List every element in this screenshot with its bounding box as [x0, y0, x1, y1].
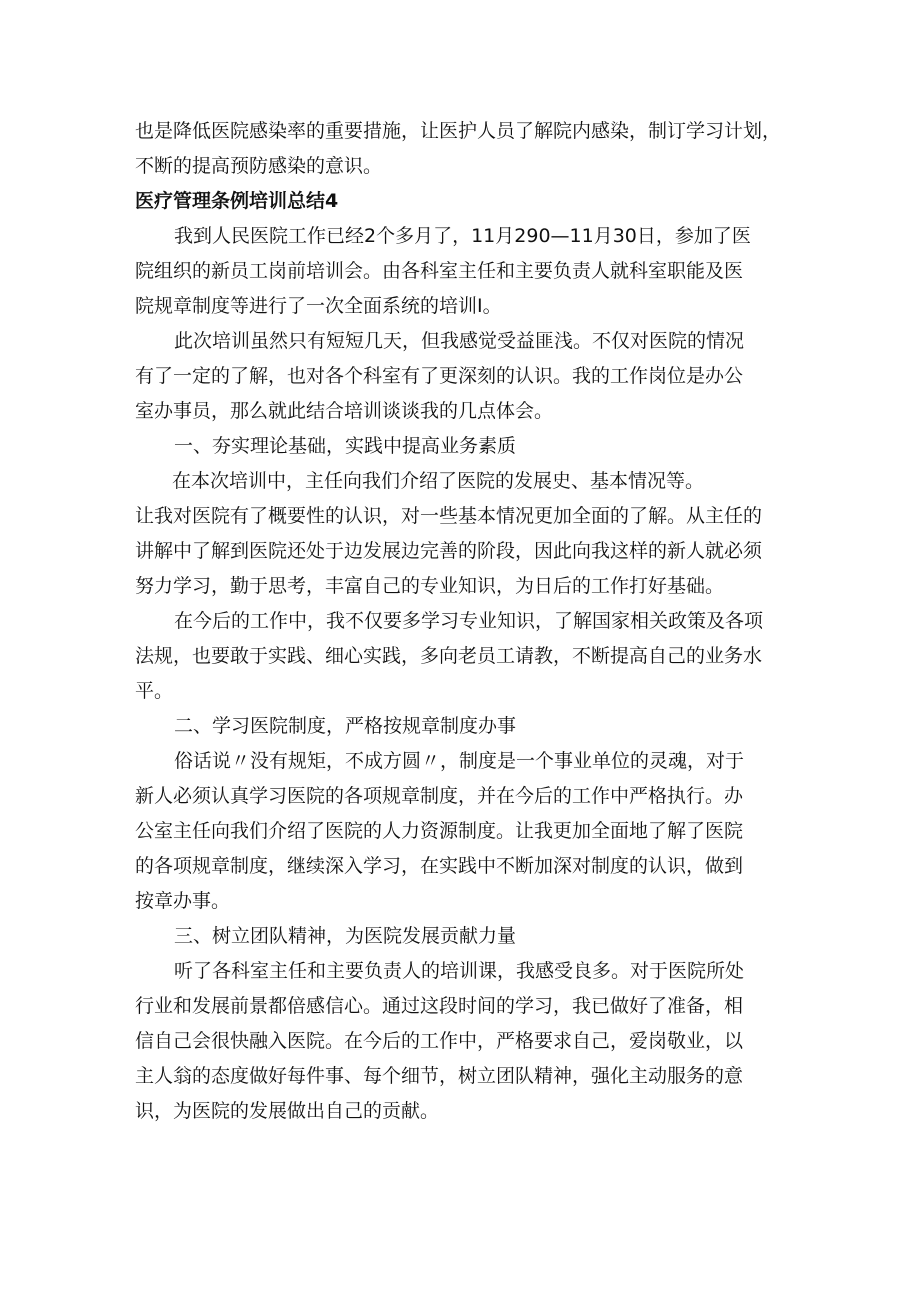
text-line: 院组织的新员工岗前培训会。由各科室主任和主要负责人就科室职能及医: [135, 260, 744, 282]
text-line: 院规章制度等进行了一次全面系统的培训I。: [135, 295, 502, 317]
text-line: 我到人民医院工作已经2个多月了，11月290—11月30日，参加了医: [174, 225, 751, 247]
text-line: 识，为医院的发展做出自己的贡献。: [135, 1100, 440, 1122]
text-line: 有了一定的了解，也对各个科室有了更深刻的认识。我的工作岗位是办公: [135, 365, 744, 387]
text-line: 二、学习医院制度，严格按规章制度办事: [174, 715, 517, 737]
text-line: 也是降低医院感染率的重要措施，让医护人员了解院内感染，制订学习计划，: [135, 120, 782, 142]
text-line: 公室主任向我们介绍了医院的人力资源制度。让我更加全面地了解了医院: [135, 820, 744, 842]
text-line: 室办事员，那么就此结合培训谈谈我的几点体会。: [135, 400, 554, 422]
text-line: 信自己会很快融入医院。在今后的工作中，严格要求自己，爱岗敬业，以: [135, 1030, 744, 1052]
text-line: 一、夯实理论基础，实践中提高业务素质: [174, 435, 517, 457]
text-line: 平。: [135, 680, 174, 702]
document-body: [135, 114, 795, 1129]
text-line: 不断的提高预防感染的意识。: [135, 155, 383, 177]
text-line: 让我对医院有了概要性的认识，对一些基本情况更加全面的了解。从主任的: [135, 505, 763, 527]
text-line: 努力学习，勤于思考，丰富自己的专业知识，为日后的工作打好基础。: [135, 575, 725, 597]
text-line: 的各项规章制度，继续深入学习，在实践中不断加深对制度的认识，做到: [135, 855, 744, 877]
text-line: 行业和发展前景都倍感信心。通过这段时间的学习，我已做好了准备，相: [135, 995, 744, 1017]
text-line: 在今后的工作中，我不仅要多学习专业知识，了解国家相关政策及各项: [174, 610, 764, 632]
text-line: 俗话说〃没有规矩，不成方圆〃，制度是一个事业单位的灵魂，对于: [174, 750, 745, 772]
text-line: 讲解中了解到医院还处于边发展边完善的阶段，因此向我这样的新人就必须: [135, 540, 763, 562]
text-line: 在本次培训中，主任向我们介绍了医院的发展史、基本情况等。: [172, 470, 705, 492]
text-line: 三、树立团队精神，为医院发展贡献力量: [174, 925, 517, 947]
section-heading: 医疗管理条例培训总结4: [135, 190, 339, 212]
text-line: 此次培训虽然只有短短几天，但我感觉受益匪浅。不仅对医院的情况: [174, 330, 745, 352]
text-line: 按章办事。: [135, 890, 231, 912]
text-line: 新人必须认真学习医院的各项规章制度，并在今后的工作中严格执行。办: [135, 785, 744, 807]
text-line: 主人翁的态度做好每件事、每个细节，树立团队精神，强化主动服务的意: [135, 1065, 744, 1087]
text-line: 法规，也要敢于实践、细心实践，多向老员工请教，不断提高自己的业务水: [135, 645, 763, 667]
text-line: 听了各科室主任和主要负责人的培训课，我感受良多。对于医院所处: [174, 960, 745, 982]
